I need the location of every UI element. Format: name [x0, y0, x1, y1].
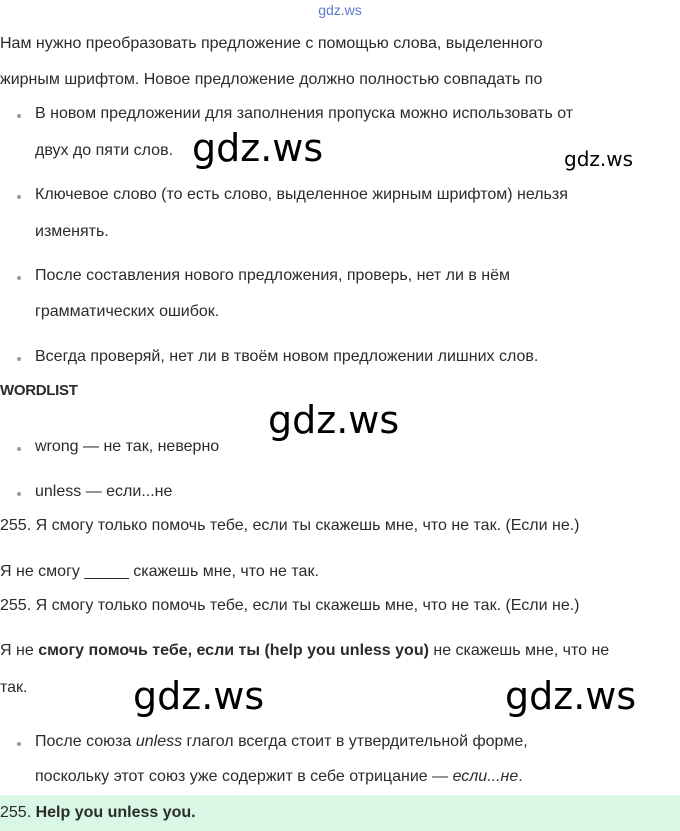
note-line-1 [35, 732, 528, 752]
bullet-icon [17, 742, 21, 746]
rule-line: изменять. [35, 223, 109, 240]
watermark: gdz.ws [505, 674, 637, 718]
note-text: . [518, 768, 523, 785]
wordlist-heading: WORDLIST [0, 382, 78, 399]
wordlist-item: unless — если...не [35, 483, 173, 500]
watermark: gdz.ws [133, 674, 265, 718]
bullet-icon [17, 492, 21, 496]
bullet-icon [17, 195, 21, 199]
note-text: поскольку этот союз уже содержит в себе отрицание — [35, 768, 453, 785]
watermark-top: gdz.ws [318, 2, 362, 18]
answer-text: Help you unless you. [35, 804, 196, 821]
bullet-icon [17, 276, 21, 280]
watermark: gdz.ws [564, 147, 634, 171]
watermark: gdz.ws [192, 126, 324, 170]
solution-line [0, 641, 609, 661]
bullet-icon [17, 447, 21, 451]
solution-end: так. [0, 679, 28, 696]
note-text: После союза [35, 733, 136, 750]
bullet-icon [17, 357, 21, 361]
intro-line-1: Нам нужно преобразовать предложение с помощью слова, выделенного [0, 35, 543, 52]
watermark: gdz.ws [268, 398, 400, 442]
rule-line: двух до пяти слов. [35, 142, 174, 159]
task-line-2: Я не смогу _____ скажешь мне, что не так. [0, 563, 319, 580]
rule-line: В новом предложении для заполнения пропуска можно использовать от [35, 105, 574, 122]
solution-bold: смогу помочь тебе, если ты (help you unless you) [38, 642, 429, 659]
rule-line: Ключевое слово (то есть слово, выделенное жирным шрифтом) нельзя [35, 186, 568, 203]
rule-line: После составления нового предложения, проверь, нет ли в нём [35, 267, 511, 284]
answer-line [0, 803, 196, 823]
task-line-3: 255. Я смогу только помочь тебе, если ты скажешь мне, что не так. (Если не.) [0, 597, 580, 614]
answer-number: 255. [0, 804, 36, 821]
note-text: глагол всегда стоит в утвердительной форме, [182, 733, 528, 750]
wordlist-item: wrong — не так, неверно [35, 438, 220, 455]
intro-line-2: жирным шрифтом. Новое предложение должно полностью совпадать по [0, 71, 543, 88]
rule-line: грамматических ошибок. [35, 303, 220, 320]
note-italic: unless [135, 733, 183, 750]
solution-suffix: не скажешь мне, что не [428, 642, 610, 659]
note-italic: если...не [452, 768, 519, 785]
solution-prefix: Я не [0, 642, 39, 659]
task-line-1: 255. Я смогу только помочь тебе, если ты скажешь мне, что не так. (Если не.) [0, 517, 580, 534]
rule-line: Всегда проверяй, нет ли в твоём новом предложении лишних слов. [35, 348, 539, 365]
bullet-icon [17, 114, 21, 118]
note-line-2 [35, 767, 523, 787]
